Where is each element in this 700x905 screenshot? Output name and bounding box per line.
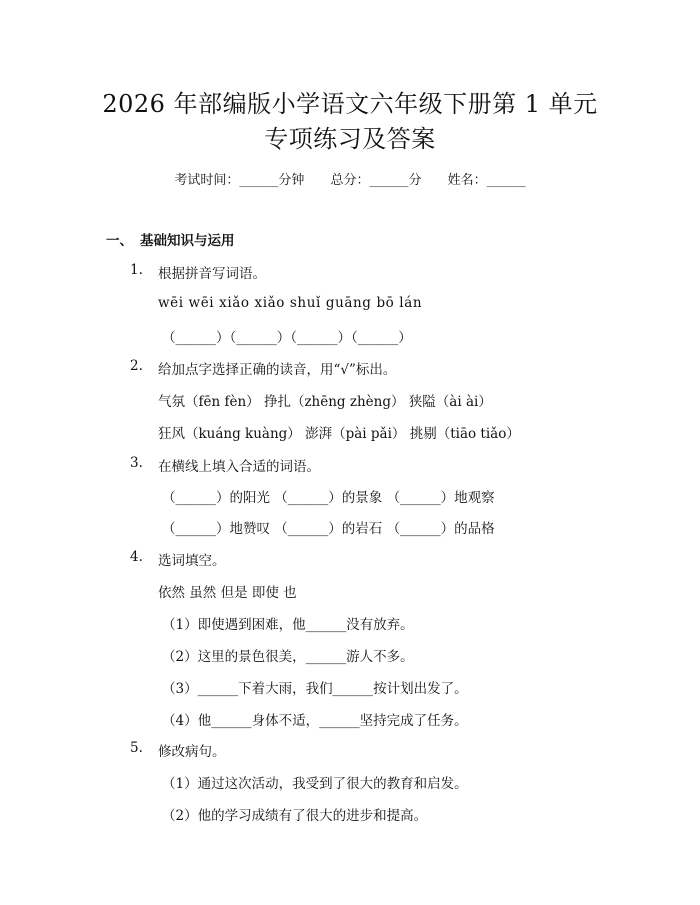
exam-info [0,169,700,188]
fill-item: （2）这里的景色很美，______游人不多。 [162,649,414,665]
section-title: 基础知识与运用 [140,233,235,249]
fill-item: （1）即使遇到困难，他______没有放弃。 [162,617,414,633]
question-number: 4. [130,549,143,565]
question-number: 1. [130,262,143,278]
question-prompt: 给加点字选择正确的读音，用“√”标出。 [158,362,397,378]
question-prompt: 选词填空。 [158,553,226,569]
document-title-line1: 2026 年部编版小学语文六年级下册第 1 单元 [102,90,598,118]
student-name: 姓名：______ [447,173,526,188]
revise-item: （2）他的学习成绩有了很大的进步和提高。 [162,808,428,824]
exam-time: 考试时间：______分钟 [174,173,305,188]
document-title-line2: 专项练习及答案 [264,125,436,153]
fill-item: （3）______下着大雨，我们______按计划出发了。 [162,681,468,697]
exam-total-score: 总分：______分 [330,173,422,188]
pinyin-line: wēi wēi xiǎo xiǎo shuǐ guāng bō lán [158,295,423,311]
answer-blanks: （______）（______）（______）（______） [162,330,412,346]
question-number: 3. [130,455,143,471]
fill-row: （______）的阳光 （______）的景象 （______）地观察 [162,490,495,506]
question-number: 5. [130,740,143,756]
revise-item: （1）通过这次活动，我受到了很大的教育和启发。 [162,776,468,792]
question-prompt: 根据拼音写词语。 [158,266,266,282]
section-heading [106,229,235,249]
question-number: 2. [130,358,143,374]
section-number: 一、 [106,233,133,249]
fill-item: （4）他______身体不适，______坚持完成了任务。 [162,713,468,729]
pronunciation-row: 狂风（kuáng kuàng） 澎湃（pài pǎi） 挑剔（tiāo tiǎo） [158,426,520,442]
question-prompt: 修改病句。 [158,744,226,760]
pronunciation-row: 气氛（fēn fèn） 挣扎（zhēng zhèng） 狭隘（ài ài） [158,394,492,410]
fill-row: （______）地赞叹 （______）的岩石 （______）的品格 [162,521,495,537]
word-bank: 依然 虽然 但是 即使 也 [158,585,297,601]
question-prompt: 在横线上填入合适的词语。 [158,459,320,475]
